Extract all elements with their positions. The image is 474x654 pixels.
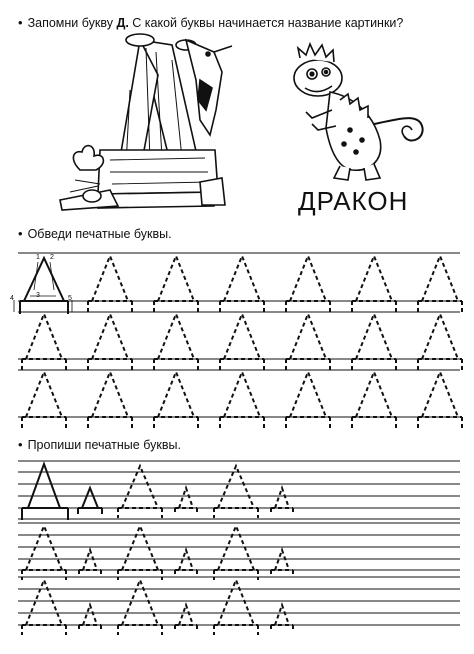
dashed-letter-d	[286, 372, 330, 428]
sample-letter-d-small	[78, 488, 102, 514]
trace-row	[88, 256, 462, 312]
picture-caption: ДРАКОН	[298, 186, 409, 216]
svg-text:1: 1	[36, 254, 40, 261]
dashed-letter-d	[214, 466, 258, 518]
dashed-letter-d	[118, 466, 162, 518]
dashed-letter-d	[418, 314, 462, 370]
dragon-illustration	[294, 44, 423, 180]
dashed-letter-d	[22, 580, 66, 635]
dashed-letter-d	[154, 256, 198, 312]
bullet: •	[18, 15, 23, 30]
dashed-letter-d	[118, 526, 162, 580]
dashed-letter-d	[418, 256, 462, 312]
dashed-letter-d	[88, 372, 132, 428]
dashed-letter-d	[214, 580, 258, 635]
dashed-letter-d	[79, 605, 101, 631]
trace-section	[14, 253, 462, 428]
sample-letter-d	[20, 258, 68, 314]
dashed-letter-d	[271, 550, 293, 576]
dashed-letter-d	[154, 372, 198, 428]
dashed-letter-d	[154, 314, 198, 370]
write-row	[22, 580, 293, 635]
dashed-letter-d	[271, 605, 293, 631]
stroke-direction-arrows	[14, 262, 72, 312]
dashed-letter-d	[175, 488, 197, 514]
dashed-letter-d	[175, 550, 197, 576]
dashed-letter-d	[286, 314, 330, 370]
dashed-letter-d	[220, 314, 264, 370]
instruction-remember-letter: • Запомни букву Д. С какой буквы начинается название картинки?	[18, 15, 404, 30]
letter-d-woodpecker-illustration	[60, 34, 232, 210]
dashed-letter-d	[175, 605, 197, 631]
dashed-letter-d	[88, 314, 132, 370]
dashed-letter-d	[214, 526, 258, 580]
svg-text:2: 2	[50, 254, 54, 261]
trace-row	[22, 372, 462, 428]
write-row	[118, 466, 293, 518]
dashed-letter-d	[22, 314, 66, 370]
dashed-letter-d	[286, 256, 330, 312]
svg-text:4: 4	[10, 295, 14, 302]
dashed-letter-d	[220, 372, 264, 428]
dashed-letter-d	[352, 256, 396, 312]
trace-row	[22, 314, 462, 370]
instruction-trace-letters: • Обведи печатные буквы.	[18, 226, 172, 241]
dashed-letter-d	[22, 372, 66, 428]
dashed-letter-d	[88, 256, 132, 312]
write-row	[22, 526, 293, 580]
write-section	[18, 461, 460, 635]
dashed-letter-d	[352, 372, 396, 428]
svg-text:3: 3	[36, 292, 40, 299]
highlighted-letter: Д.	[116, 16, 129, 30]
dashed-letter-d	[22, 526, 66, 580]
svg-text:5: 5	[68, 295, 72, 302]
dashed-letter-d	[418, 372, 462, 428]
instruction-write-letters: • Пропиши печатные буквы.	[18, 437, 181, 452]
dashed-letter-d	[118, 580, 162, 635]
dashed-letter-d	[220, 256, 264, 312]
dashed-letter-d	[352, 314, 396, 370]
dashed-letter-d	[79, 550, 101, 576]
stroke-order-numbers	[10, 254, 72, 302]
dashed-letter-d	[271, 488, 293, 514]
